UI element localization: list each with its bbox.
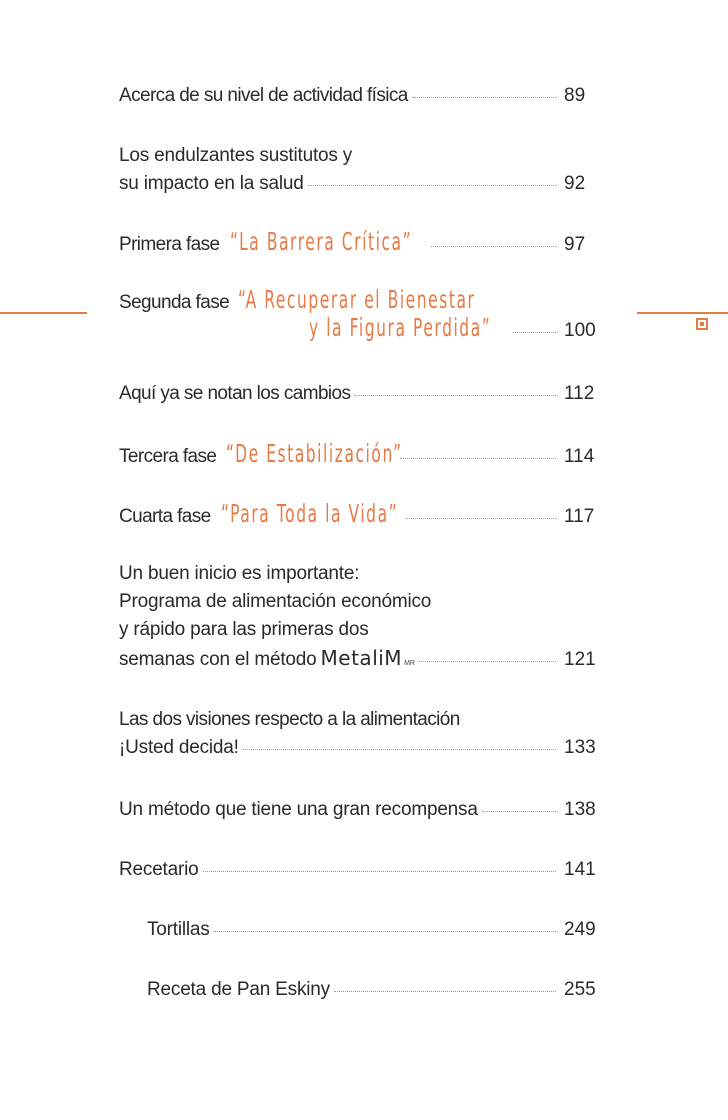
toc-page-number: 100 [564, 320, 596, 341]
toc-entry-title: Acerca de su nivel de actividad física [119, 85, 408, 106]
toc-entry-title-line: y rápido para las primeras dos [119, 619, 369, 640]
toc-page-number: 114 [564, 446, 595, 467]
toc-entry-two-visions[interactable] [119, 706, 604, 762]
toc-entry-title-line: Un buen inicio es importante: [119, 563, 360, 584]
toc-entry-title: Tortillas [147, 919, 210, 940]
dot-leader [405, 518, 556, 519]
dot-leader [482, 811, 556, 812]
toc-entry-accent-title: “Para Toda la Vida” [220, 499, 398, 528]
toc-page-number: 141 [564, 859, 596, 880]
toc-entry-phase-one[interactable] [119, 228, 604, 256]
toc-entry-accent-title-line: y la Figura Perdida” [309, 313, 492, 342]
right-decorative-rule [637, 312, 728, 314]
toc-page-number: 92 [564, 173, 586, 194]
toc-entry-prefix: Cuarta fase [119, 506, 211, 527]
toc-entry-title: Aquí ya se notan los cambios [119, 383, 351, 404]
toc-entry-tortillas[interactable] [119, 916, 604, 944]
toc-entry-title-line: Las dos visiones respecto a la alimentación [119, 709, 460, 730]
toc-entry-phase-four[interactable] [119, 500, 604, 528]
toc-entry-title: su impacto en la salud [119, 173, 304, 194]
toc-entry-changes[interactable] [119, 380, 604, 408]
left-decorative-rule [0, 312, 87, 314]
toc-page-number: 117 [564, 506, 595, 527]
toc-entry-title-line: Programa de alimentación económico [119, 591, 432, 612]
dot-leader [419, 661, 556, 662]
toc-entry-title: Un método que tiene una gran recompensa [119, 799, 478, 820]
toc-entry-title: semanas con el método [119, 649, 317, 670]
toc-entry-recipes[interactable] [119, 856, 604, 884]
toc-entry-accent-title: “La Barrera Crítica” [229, 227, 412, 256]
toc-entry-title-line: Los endulzantes sustitutos y [119, 145, 353, 166]
toc-entry-sweeteners[interactable] [119, 142, 604, 198]
toc-entry-reward[interactable] [119, 796, 604, 824]
dot-leader [203, 871, 556, 872]
toc-entry-activity[interactable] [119, 82, 604, 110]
dot-leader [334, 991, 556, 992]
corner-square-icon [696, 318, 708, 330]
toc-entry-bread[interactable] [119, 976, 604, 1004]
dot-leader [431, 246, 556, 247]
toc-page-number: 138 [564, 799, 596, 820]
toc-page-number: 97 [564, 234, 586, 255]
dot-leader [243, 749, 556, 750]
dot-leader [400, 458, 556, 459]
dot-leader [308, 185, 556, 186]
toc-entry-phase-three[interactable] [119, 440, 604, 468]
toc-entry-accent-title: “A Recuperar el Bienestar [237, 285, 475, 314]
toc-page-number: 121 [564, 649, 596, 670]
toc-page-number: 112 [564, 383, 595, 404]
dot-leader [354, 395, 556, 396]
toc-entry-prefix: Tercera fase [119, 446, 217, 467]
toc-page-number: 255 [564, 979, 596, 1000]
brand-name: MetaliM [320, 646, 403, 670]
toc-entry-title: Receta de Pan Eskiny [147, 979, 330, 1000]
toc-entry-phase-two[interactable] [119, 286, 604, 342]
dot-leader [214, 931, 556, 932]
toc-page-number: 133 [564, 737, 596, 758]
toc-entry-title: Recetario [119, 859, 199, 880]
dot-leader [412, 97, 556, 98]
toc-entry-prefix: Segunda fase [119, 292, 230, 313]
toc-entry-good-start[interactable] [119, 560, 604, 672]
dot-leader [513, 332, 556, 333]
toc-page-number: 89 [564, 85, 586, 106]
toc-entry-prefix: Primera fase [119, 234, 220, 255]
toc-page-number: 249 [564, 919, 596, 940]
toc-entry-accent-title: “De Estabilización” [226, 439, 403, 468]
registered-mark: MR [404, 660, 415, 667]
toc-entry-title: ¡Usted decida! [119, 737, 239, 758]
